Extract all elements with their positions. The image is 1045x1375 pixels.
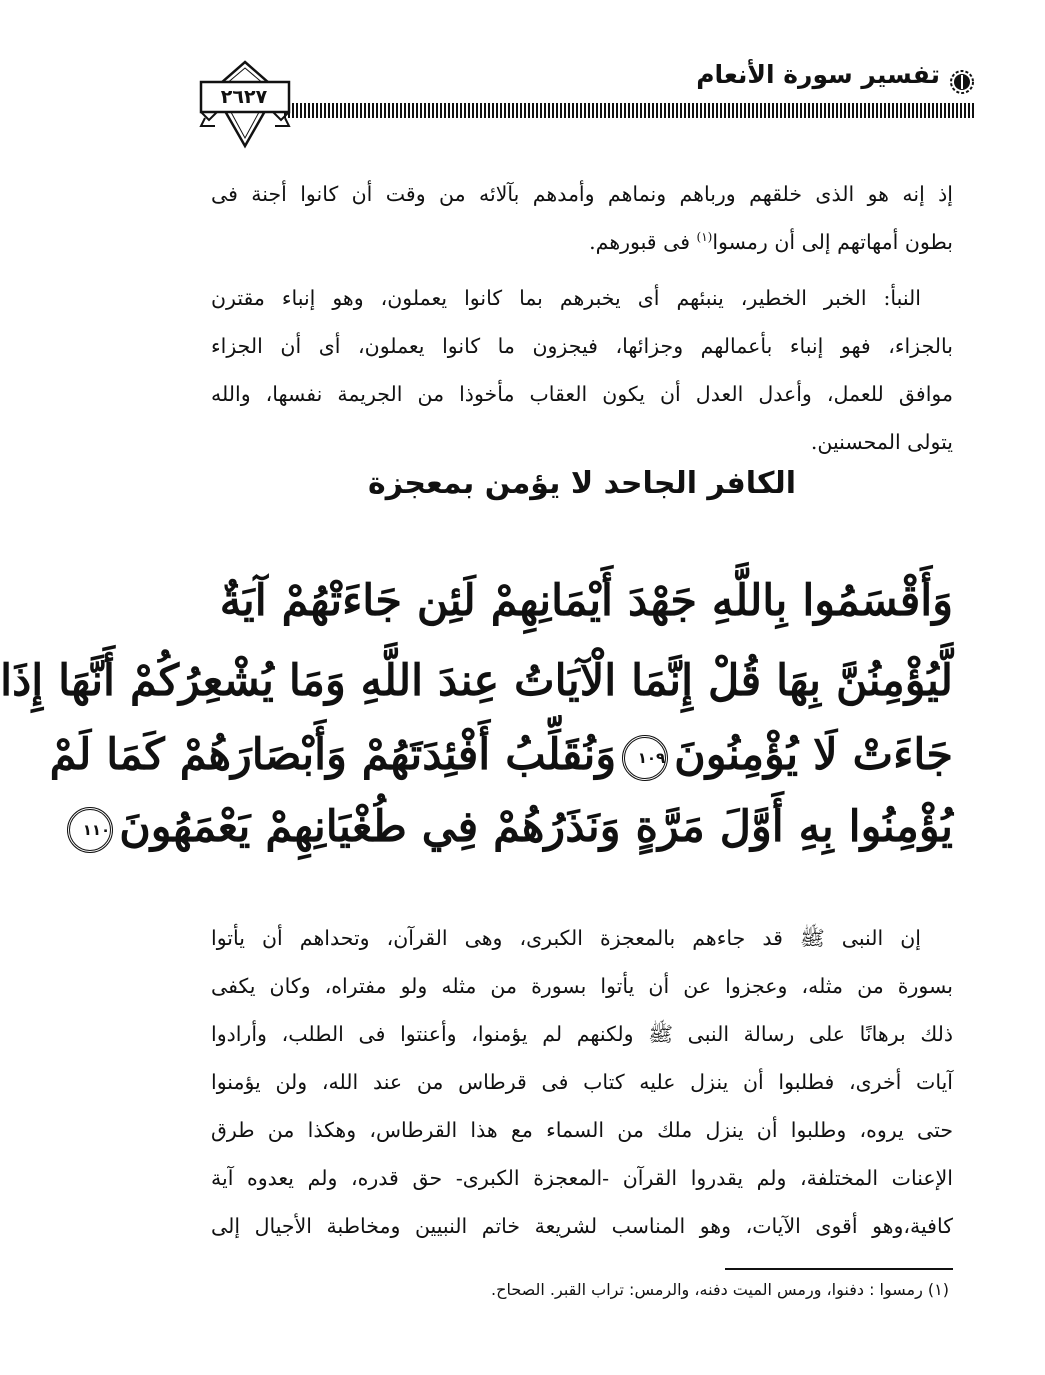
verse-line: جَاءَتْ لَا يُؤْمِنُونَ١٠٩وَنُقَلِّبُ أَفْئِدَتَهُمْ وَأَبْصَارَهُمْ كَمَا لَمْ	[49, 730, 953, 780]
text-line: آيات أخرى، فطلبوا أن ينزل عليه كتاب فى قرطاس من عند الله، ولن يؤمنوا	[211, 1070, 953, 1094]
text-line: موافق للعمل، وأعدل العدل أن يكون العقاب مأخوذا من الجريمة نفسها، والله	[211, 382, 953, 406]
verse-line: وَأَقْسَمُوا بِاللَّهِ جَهْدَ أَيْمَانِهِمْ لَئِن جَاءَتْهُمْ آيَةٌ	[219, 576, 953, 626]
text-line: بطون أمهاتهم إلى أن رمسوا$^{(١)}$ فى قبورهم.	[589, 230, 953, 254]
text-line: الإعنات المختلفة، ولم يقدروا القرآن -المعجزة الكبرى- حق قدره، ولم يعدوه آية	[211, 1166, 953, 1190]
decorative-flower-icon	[949, 70, 975, 94]
text-line: إن النبى ﷺ قد جاءهم بالمعجزة الكبرى، وهى القرآن، وتحداهم أن يأتوا	[211, 926, 921, 950]
footnote: (١) رمسوا : دفنوا، ورمس الميت دفنه، والرمس: تراب القبر. الصحاح.	[491, 1280, 949, 1299]
text-line: بسورة من مثله، وعجزوا عن أن يأتوا بسورة من مثله ولو مفتراه، وكان يكفى	[211, 974, 953, 998]
ayah-number-110: ١١٠	[67, 807, 113, 853]
verse-line: لَّيُؤْمِنُنَّ بِهَا قُلْ إِنَّمَا الْآيَاتُ عِندَ اللَّهِ وَمَا يُشْعِرُكُمْ أَنَّهَا إِذَا	[0, 656, 953, 706]
text-line: حتى يروه، وطلبوا أن ينزل ملك من السماء مع هذا القرطاس، وهكذا من طرق	[211, 1118, 953, 1142]
ayah-number-109: ١٠٩	[622, 735, 668, 781]
text-line: النبأ: الخبر الخطير، ينبئهم أى يخبرهم بما كانوا يعملون، وهو إنباء مقترن	[211, 286, 921, 310]
header-rule	[284, 100, 975, 122]
footnote-marker[interactable]: (١)	[696, 230, 713, 245]
text-line: يتولى المحسنين.	[810, 430, 953, 454]
text-line: إذ إنه هو الذى خلقهم ورباهم ونماهم وأمدهم بآلائه من وقت أن كانوا أجنة فى	[211, 182, 953, 206]
footnote-divider	[725, 1268, 953, 1270]
page-number: ٢٦٢٧	[220, 86, 268, 108]
text-line: بالجزاء، فهو إنباء بأعمالهم وجزائها، فيجزون ما كانوا يعملون، أى أن الجزاء	[211, 334, 953, 358]
text-line: كافية،وهو أقوى الآيات، وهو المناسب لشريعة خاتم النبيين ومخاطبة الأجيال إلى	[211, 1214, 953, 1238]
running-header-title: تفسير سورة الأنعام	[696, 60, 940, 89]
verse-line: يُؤْمِنُوا بِهِ أَوَّلَ مَرَّةٍ وَنَذَرُهُمْ فِي طُغْيَانِهِمْ يَعْمَهُونَ١١٠	[229, 792, 953, 862]
text-line: ذلك برهانًا على رسالة النبى ﷺ ولكنهم لم يؤمنوا، وأعنتوا فى الطلب، وأرادوا	[211, 1022, 953, 1046]
section-heading: الكافر الجاحد لا يؤمن بمعجزة	[367, 466, 796, 501]
